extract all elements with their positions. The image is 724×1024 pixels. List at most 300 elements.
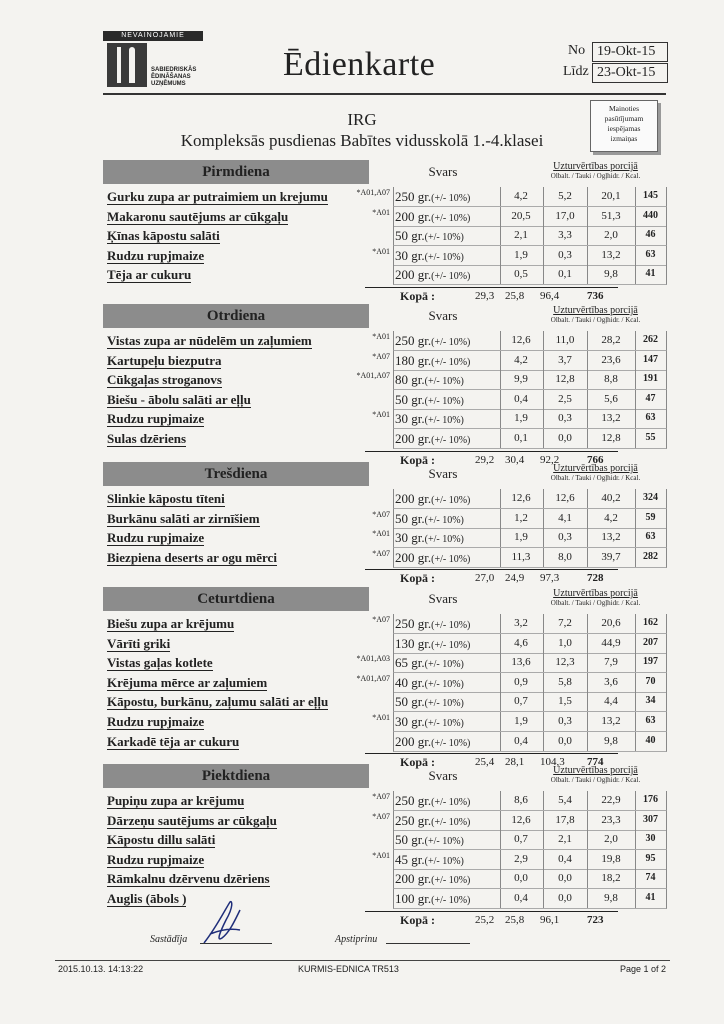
kcal-value: 59 bbox=[635, 509, 667, 529]
weight-unit: gr. bbox=[417, 793, 432, 808]
fat-value: 17,0 bbox=[543, 207, 588, 227]
dish-weight bbox=[395, 714, 495, 730]
carb-value: 3,6 bbox=[587, 673, 636, 693]
dish-name: Biešu zupa ar krējumu bbox=[107, 616, 235, 631]
weight-tolerance: (+/- 10%) bbox=[431, 895, 471, 906]
allergen-codes: *A07 bbox=[372, 811, 390, 821]
day-header bbox=[103, 160, 666, 184]
weight-value: 200 bbox=[395, 267, 415, 283]
fork-icon bbox=[117, 47, 121, 83]
kcal-value: 63 bbox=[635, 246, 667, 266]
allergen-codes: *A01 bbox=[372, 850, 390, 860]
carb-value: 23,3 bbox=[587, 811, 636, 831]
weight-tolerance: (+/- 10%) bbox=[431, 816, 471, 828]
nutrition-header: Uzturvērtības porcijā bbox=[553, 305, 638, 316]
weight-unit: gr. bbox=[417, 733, 432, 749]
logo-top-text: NEVAINOJAMIE bbox=[103, 31, 203, 41]
dish-name: Rudzu rupjmaize bbox=[107, 714, 205, 729]
dish-weight bbox=[395, 228, 495, 244]
dish-name: Rudzu rupjmaize bbox=[107, 247, 205, 263]
sastadija-label: Sastādīja bbox=[150, 934, 188, 945]
dish-weight bbox=[395, 891, 495, 907]
weight-tolerance: (+/- 10%) bbox=[424, 698, 464, 710]
dish-weight bbox=[395, 852, 495, 868]
weight-value: 65 bbox=[395, 655, 408, 671]
protein-value: 0,1 bbox=[499, 429, 544, 449]
weight-value: 200 bbox=[395, 549, 415, 565]
nutrition-header: Uzturvērtības porcijā bbox=[553, 161, 638, 172]
menu-item-row bbox=[103, 226, 666, 245]
weight-unit: gr. bbox=[417, 635, 432, 651]
carb-value: 20,1 bbox=[587, 187, 636, 207]
weight-value: 200 bbox=[395, 733, 415, 749]
weight-header: Svars bbox=[428, 768, 458, 783]
carb-value: 2,0 bbox=[587, 830, 636, 850]
weight-unit: gr. bbox=[417, 352, 432, 368]
kcal-value: 207 bbox=[635, 634, 667, 654]
dish-weight bbox=[395, 813, 495, 829]
apstiprinu-line bbox=[386, 943, 470, 944]
weight-value: 50 bbox=[395, 510, 408, 526]
protein-value: 0,4 bbox=[499, 390, 544, 410]
kcal-value: 30 bbox=[635, 830, 667, 850]
day-header bbox=[103, 462, 666, 486]
protein-value: 1,9 bbox=[499, 712, 544, 732]
day-header bbox=[103, 304, 666, 328]
dish-weight bbox=[395, 550, 495, 566]
fat-value: 5,4 bbox=[543, 791, 588, 811]
weight-tolerance: (+/- 10%) bbox=[424, 855, 464, 867]
system-code: KURMIS-EDNICA TR513 bbox=[298, 964, 399, 974]
menu-item-row bbox=[103, 830, 666, 849]
menu-item-row bbox=[103, 692, 666, 711]
menu-item-row bbox=[103, 732, 666, 751]
menu-item-row bbox=[103, 548, 666, 567]
day-name: Pirmdiena bbox=[103, 160, 369, 184]
weight-tolerance: (+/- 10%) bbox=[431, 212, 471, 224]
nutrition-header: Uzturvērtības porcijā bbox=[553, 588, 638, 599]
kcal-value: 41 bbox=[635, 265, 667, 285]
menu-item-row bbox=[103, 429, 666, 448]
weight-value: 180 bbox=[395, 352, 415, 368]
end-date: 23-Okt-15 bbox=[592, 63, 668, 83]
dish-weight bbox=[395, 616, 495, 632]
dish-name: Sulas dzēriens bbox=[107, 431, 187, 446]
protein-value: 12,6 bbox=[499, 331, 544, 351]
dish-name: Karkadē tēja ar cukuru bbox=[107, 733, 240, 749]
weight-tolerance: (+/- 10%) bbox=[431, 620, 471, 631]
dish-name: Tēja ar cukuru bbox=[107, 267, 192, 283]
allergen-codes: *A07 bbox=[372, 548, 390, 558]
dish-weight bbox=[395, 411, 495, 427]
protein-value: 0,0 bbox=[499, 869, 544, 889]
day-name: Ceturtdiena bbox=[103, 587, 369, 611]
organization: IRG bbox=[347, 110, 377, 129]
weight-header: Svars bbox=[428, 466, 458, 481]
weight-unit: gr. bbox=[411, 851, 425, 867]
total-fat: 24,9 bbox=[505, 572, 525, 585]
total-fat: 28,1 bbox=[505, 756, 525, 769]
company-logo bbox=[103, 31, 203, 89]
kcal-value: 40 bbox=[635, 732, 667, 752]
menu-item-row bbox=[103, 614, 666, 633]
weight-value: 50 bbox=[395, 391, 408, 407]
menu-item-row bbox=[103, 712, 666, 731]
dish-weight bbox=[395, 734, 495, 750]
total-label: Kopā : bbox=[400, 452, 436, 467]
fat-value: 11,0 bbox=[543, 331, 588, 351]
weight-tolerance: (+/- 10%) bbox=[431, 337, 471, 348]
carb-value: 39,7 bbox=[587, 548, 636, 568]
menu-item-row bbox=[103, 889, 666, 908]
carb-value: 51,3 bbox=[587, 207, 636, 227]
weight-header: Svars bbox=[428, 308, 458, 323]
note-line-1: Mainoties bbox=[609, 104, 639, 113]
total-label: Kopā : bbox=[400, 912, 436, 927]
fat-value: 0,0 bbox=[543, 429, 588, 449]
dish-name: Gurku zupa ar putraimiem un krejumu bbox=[107, 189, 328, 204]
carb-value: 13,2 bbox=[587, 528, 636, 548]
carb-value: 4,4 bbox=[587, 692, 636, 712]
weight-unit: gr. bbox=[417, 267, 432, 283]
day-name: Piektdiena bbox=[103, 764, 369, 788]
fat-value: 0,0 bbox=[543, 869, 588, 889]
weight-value: 30 bbox=[395, 530, 408, 546]
weight-unit: gr. bbox=[417, 616, 432, 631]
weight-value: 50 bbox=[395, 832, 408, 848]
protein-value: 13,6 bbox=[499, 653, 544, 673]
kcal-value: 46 bbox=[635, 226, 667, 246]
dish-name: Makaronu sautējums ar cūkgaļu bbox=[107, 208, 289, 224]
weight-value: 30 bbox=[395, 247, 408, 263]
menu-item-row bbox=[103, 869, 666, 888]
allergen-codes: *A07 bbox=[372, 615, 390, 624]
carb-value: 28,2 bbox=[587, 331, 636, 351]
menu-item-row bbox=[103, 187, 666, 206]
dish-name: Cūkgaļas stroganovs bbox=[107, 372, 222, 388]
kcal-value: 63 bbox=[635, 712, 667, 732]
weight-unit: gr. bbox=[411, 510, 425, 526]
kcal-value: 47 bbox=[635, 390, 667, 410]
protein-value: 4,2 bbox=[499, 351, 544, 371]
fat-value: 0,3 bbox=[543, 409, 588, 429]
weight-unit: gr. bbox=[411, 411, 425, 427]
allergen-codes: *A01,A07 bbox=[356, 673, 390, 683]
fat-value: 0,1 bbox=[543, 265, 588, 285]
weight-value: 250 bbox=[395, 189, 415, 204]
dish-weight bbox=[395, 248, 495, 264]
weight-value: 250 bbox=[395, 333, 415, 348]
page-title: Ēdienkarte bbox=[283, 46, 436, 83]
fat-value: 2,5 bbox=[543, 390, 588, 410]
note-line-4: izmaiņas bbox=[610, 134, 638, 143]
allergen-codes: *A07 bbox=[372, 509, 390, 519]
kcal-value: 70 bbox=[635, 673, 667, 693]
allergen-codes: *A01 bbox=[372, 410, 390, 420]
fat-value: 3,7 bbox=[543, 351, 588, 371]
menu-item-row bbox=[103, 528, 666, 547]
dish-weight bbox=[395, 189, 495, 205]
nutrition-columns: Olbalt. / Tauki / Ogļhidr. / Kcal. bbox=[550, 172, 641, 180]
kcal-value: 162 bbox=[635, 614, 667, 634]
weight-tolerance: (+/- 10%) bbox=[431, 271, 471, 283]
total-label: Kopā : bbox=[400, 571, 436, 586]
carb-value: 40,2 bbox=[587, 489, 636, 509]
dish-name: Rudzu rupjmaize bbox=[107, 411, 205, 427]
menu-item-row bbox=[103, 653, 666, 672]
carb-value: 9,8 bbox=[587, 889, 636, 909]
weight-unit: gr. bbox=[417, 891, 432, 906]
kcal-value: 63 bbox=[635, 409, 667, 429]
kcal-value: 41 bbox=[635, 889, 667, 909]
carb-value: 18,2 bbox=[587, 869, 636, 889]
kcal-value: 282 bbox=[635, 548, 667, 568]
allergen-codes: *A01,A03 bbox=[356, 654, 390, 664]
weight-tolerance: (+/- 10%) bbox=[431, 435, 471, 446]
total-kcal: 736 bbox=[587, 290, 604, 302]
weight-value: 200 bbox=[395, 431, 415, 446]
menu-item-row bbox=[103, 791, 666, 810]
carb-value: 7,9 bbox=[587, 653, 636, 673]
dish-weight bbox=[395, 333, 495, 349]
dish-name: Rāmkalnu dzērvenu dzēriens bbox=[107, 871, 270, 887]
dish-weight bbox=[395, 832, 495, 848]
weight-tolerance: (+/- 10%) bbox=[424, 534, 464, 546]
allergen-codes: *A01 bbox=[372, 246, 390, 256]
weight-tolerance: (+/- 10%) bbox=[424, 678, 464, 690]
carb-value: 13,2 bbox=[587, 246, 636, 266]
fat-value: 4,1 bbox=[543, 509, 588, 529]
weight-value: 130 bbox=[395, 635, 415, 651]
nutrition-header: Uzturvērtības porcijā bbox=[553, 463, 638, 474]
protein-value: 12,6 bbox=[499, 811, 544, 831]
weight-tolerance: (+/- 10%) bbox=[431, 737, 471, 749]
dish-weight bbox=[395, 694, 495, 710]
dish-weight bbox=[395, 491, 495, 507]
weight-value: 30 bbox=[395, 411, 408, 427]
weight-tolerance: (+/- 10%) bbox=[431, 639, 471, 651]
weight-unit: gr. bbox=[411, 714, 425, 729]
dish-weight bbox=[395, 392, 495, 408]
dish-name: Rudzu rupjmaize bbox=[107, 530, 205, 546]
dish-weight bbox=[395, 655, 495, 671]
kcal-value: 34 bbox=[635, 692, 667, 712]
weight-value: 250 bbox=[395, 812, 415, 828]
total-carb: 96,1 bbox=[540, 913, 560, 926]
menu-item-row bbox=[103, 351, 666, 370]
carb-value: 13,2 bbox=[587, 712, 636, 732]
kcal-value: 191 bbox=[635, 370, 667, 390]
total-kcal: 766 bbox=[587, 453, 604, 466]
kcal-value: 145 bbox=[635, 187, 667, 207]
nutrition-header: Uzturvērtības porcijā bbox=[553, 765, 638, 776]
day-total bbox=[365, 288, 625, 304]
fat-value: 12,3 bbox=[543, 653, 588, 673]
protein-value: 20,5 bbox=[499, 207, 544, 227]
dish-weight bbox=[395, 530, 495, 546]
kcal-value: 147 bbox=[635, 351, 667, 371]
kcal-value: 324 bbox=[635, 489, 667, 509]
total-carb: 104,3 bbox=[540, 756, 565, 769]
weight-unit: gr. bbox=[417, 189, 432, 204]
nutrition-columns: Olbalt. / Tauki / Ogļhidr. / Kcal. bbox=[550, 599, 641, 607]
carb-value: 9,8 bbox=[587, 265, 636, 285]
carb-value: 5,6 bbox=[587, 390, 636, 410]
dish-weight bbox=[395, 353, 495, 369]
weight-value: 200 bbox=[395, 208, 415, 224]
fat-value: 2,1 bbox=[543, 830, 588, 850]
allergen-codes: *A01 bbox=[372, 529, 390, 539]
dish-weight bbox=[395, 636, 495, 652]
dish-name: Ķīnas kāpostu salāti bbox=[107, 228, 220, 244]
menu-item-row bbox=[103, 489, 666, 508]
protein-value: 9,9 bbox=[499, 370, 544, 390]
dish-name: Rudzu rupjmaize bbox=[107, 851, 205, 867]
total-protein: 25,4 bbox=[475, 756, 495, 769]
weight-unit: gr. bbox=[417, 431, 432, 446]
total-kcal: 774 bbox=[587, 756, 604, 769]
menu-item-row bbox=[103, 390, 666, 409]
total-carb: 97,3 bbox=[540, 572, 560, 585]
menu-item-row bbox=[103, 331, 666, 350]
weight-tolerance: (+/- 10%) bbox=[431, 553, 471, 565]
day-total bbox=[365, 912, 625, 928]
carb-value: 12,8 bbox=[587, 429, 636, 449]
fat-value: 1,0 bbox=[543, 634, 588, 654]
weight-header: Svars bbox=[428, 591, 458, 606]
dish-weight bbox=[395, 372, 495, 388]
menu-subtitle: Kompleksās pusdienas Babītes vidusskolā 1.-4.klasei bbox=[180, 131, 544, 150]
fat-value: 8,0 bbox=[543, 548, 588, 568]
allergen-codes: *A07 bbox=[372, 792, 390, 801]
fat-value: 12,6 bbox=[543, 489, 588, 509]
fat-value: 7,2 bbox=[543, 614, 588, 634]
dish-weight bbox=[395, 871, 495, 887]
weight-unit: gr. bbox=[417, 208, 432, 224]
dish-name: Vistas gaļas kotlete bbox=[107, 655, 213, 671]
weight-unit: gr. bbox=[417, 549, 432, 565]
total-protein: 27,0 bbox=[475, 572, 495, 585]
weight-unit: gr. bbox=[411, 247, 425, 263]
weight-tolerance: (+/- 10%) bbox=[424, 376, 464, 388]
menu-item-row bbox=[103, 634, 666, 653]
weight-value: 50 bbox=[395, 228, 408, 244]
dish-name: Pupiņu zupa ar krējumu bbox=[107, 793, 245, 808]
total-kcal: 723 bbox=[587, 913, 604, 926]
weight-tolerance: (+/- 10%) bbox=[431, 797, 471, 808]
print-timestamp: 2015.10.13. 14:13:22 bbox=[58, 964, 144, 974]
protein-value: 0,7 bbox=[499, 692, 544, 712]
logo-line-2: ĒDINĀŠANAS bbox=[151, 74, 191, 80]
weight-tolerance: (+/- 10%) bbox=[424, 514, 464, 526]
weight-tolerance: (+/- 10%) bbox=[424, 395, 464, 407]
protein-value: 1,9 bbox=[499, 409, 544, 429]
page-number: Page 1 of 2 bbox=[620, 964, 667, 974]
dish-name: Biezpiena deserts ar ogu mērci bbox=[107, 549, 277, 565]
fat-value: 17,8 bbox=[543, 811, 588, 831]
fat-value: 5,8 bbox=[543, 673, 588, 693]
weight-tolerance: (+/- 10%) bbox=[424, 718, 464, 729]
signature-mark bbox=[196, 898, 246, 953]
kcal-value: 63 bbox=[635, 528, 667, 548]
carb-value: 8,8 bbox=[587, 370, 636, 390]
total-fat: 25,8 bbox=[505, 290, 525, 302]
total-carb: 92,2 bbox=[540, 453, 560, 466]
weight-value: 40 bbox=[395, 674, 408, 690]
total-label: Kopā : bbox=[400, 755, 436, 770]
fat-value: 0,0 bbox=[543, 889, 588, 909]
carb-value: 23,6 bbox=[587, 351, 636, 371]
weight-unit: gr. bbox=[411, 694, 425, 710]
kcal-value: 74 bbox=[635, 869, 667, 889]
dish-weight bbox=[395, 511, 495, 527]
weight-tolerance: (+/- 10%) bbox=[424, 836, 464, 848]
weight-tolerance: (+/- 10%) bbox=[431, 495, 471, 506]
day-header bbox=[103, 764, 666, 788]
apstiprinu-label: Apstiprinu bbox=[335, 934, 378, 945]
logo-line-1: SABIEDRISKĀS bbox=[151, 67, 197, 73]
protein-value: 1,2 bbox=[499, 509, 544, 529]
weight-unit: gr. bbox=[411, 655, 425, 671]
protein-value: 8,6 bbox=[499, 791, 544, 811]
menu-item-row bbox=[103, 850, 666, 869]
protein-value: 0,9 bbox=[499, 673, 544, 693]
menu-item-row bbox=[103, 265, 666, 284]
allergen-codes: *A01 bbox=[372, 207, 390, 217]
fat-value: 0,3 bbox=[543, 246, 588, 266]
weight-value: 200 bbox=[395, 871, 415, 887]
weight-tolerance: (+/- 10%) bbox=[424, 251, 464, 263]
nutrition-columns: Olbalt. / Tauki / Ogļhidr. / Kcal. bbox=[550, 776, 641, 784]
weight-unit: gr. bbox=[417, 871, 432, 887]
weight-value: 50 bbox=[395, 694, 408, 710]
menu-item-row bbox=[103, 409, 666, 428]
dish-name: Kāpostu, burkānu, zaļumu salāti ar eļļu bbox=[107, 694, 329, 710]
total-fat: 30,4 bbox=[505, 453, 525, 466]
header-divider bbox=[103, 93, 666, 95]
menu-item-row bbox=[103, 811, 666, 830]
weight-unit: gr. bbox=[411, 228, 425, 244]
menu-item-row bbox=[103, 509, 666, 528]
allergen-codes: *A01 bbox=[372, 332, 390, 341]
menu-item-row bbox=[103, 673, 666, 692]
day-name: Otrdiena bbox=[103, 304, 369, 328]
kcal-value: 95 bbox=[635, 850, 667, 870]
weight-unit: gr. bbox=[417, 333, 432, 348]
weight-value: 250 bbox=[395, 616, 415, 631]
weight-tolerance: (+/- 10%) bbox=[424, 659, 464, 671]
kcal-value: 55 bbox=[635, 429, 667, 449]
total-protein: 25,2 bbox=[475, 913, 495, 926]
protein-value: 11,3 bbox=[499, 548, 544, 568]
fat-value: 0,4 bbox=[543, 850, 588, 870]
allergen-codes: *A01,A07 bbox=[356, 371, 390, 381]
dish-weight bbox=[395, 675, 495, 691]
allergen-codes: *A07 bbox=[372, 351, 390, 361]
dish-weight bbox=[395, 209, 495, 225]
protein-value: 3,2 bbox=[499, 614, 544, 634]
weight-tolerance: (+/- 10%) bbox=[424, 415, 464, 427]
weight-unit: gr. bbox=[411, 530, 425, 546]
weight-unit: gr. bbox=[411, 832, 425, 848]
carb-value: 9,8 bbox=[587, 732, 636, 752]
protein-value: 4,2 bbox=[499, 187, 544, 207]
kcal-value: 176 bbox=[635, 791, 667, 811]
nutrition-columns: Olbalt. / Tauki / Ogļhidr. / Kcal. bbox=[550, 316, 641, 324]
total-label: Kopā : bbox=[400, 289, 436, 303]
day-name: Trešdiena bbox=[103, 462, 369, 486]
carb-value: 44,9 bbox=[587, 634, 636, 654]
